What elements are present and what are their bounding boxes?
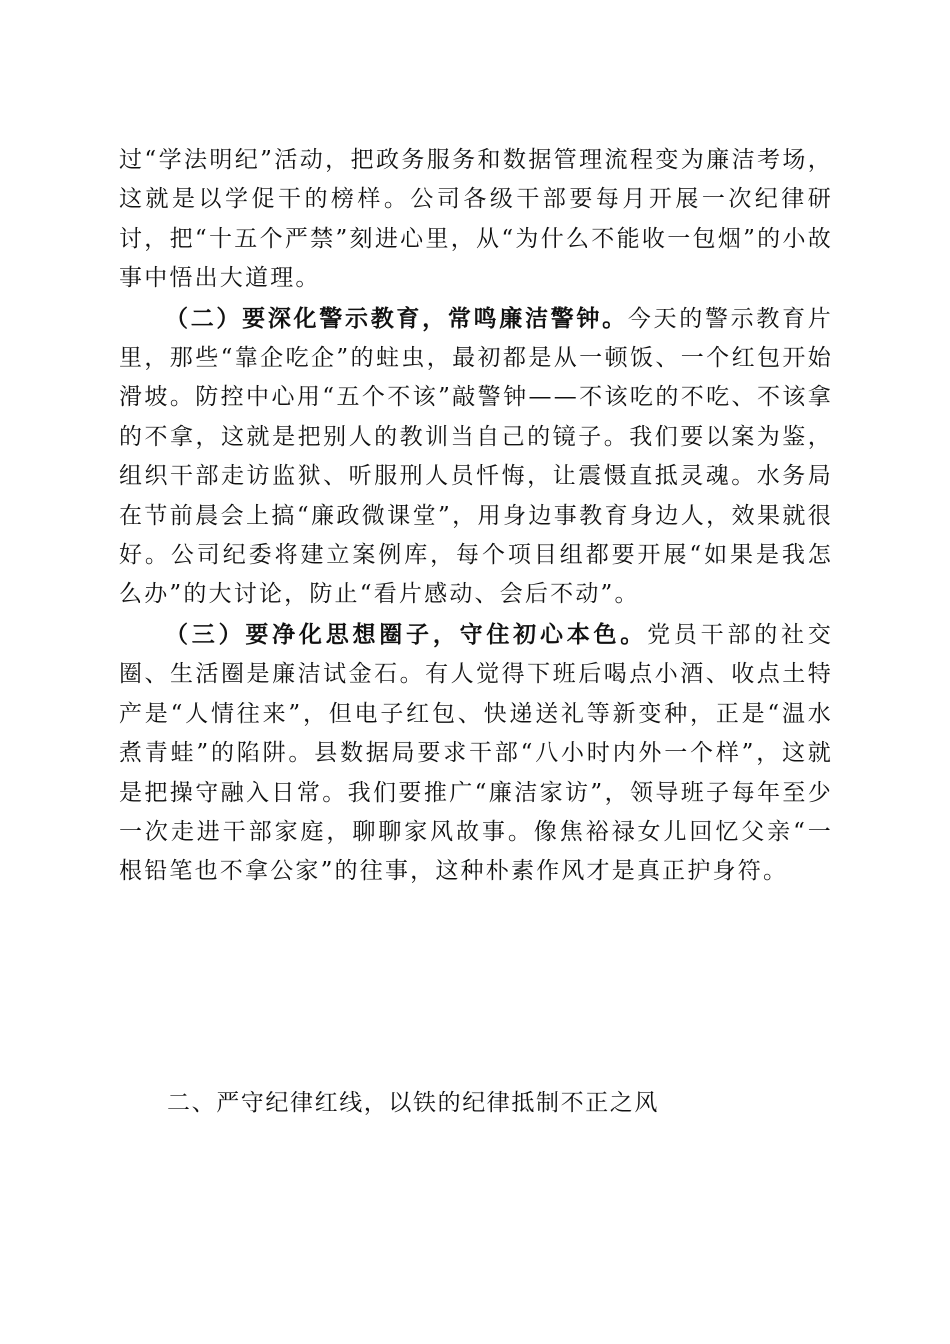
paragraph-text: 过“学法明纪”活动，把政务服务和数据管理流程变为廉洁考场，这就是以学促干的榜样。公司各级干部要每月开展一次纪律研讨，把“十五个严禁”刻进心里，从“为什么不能收一包烟”的小故事中悟出大道理。 (119, 147, 833, 292)
paragraph-text: 党员干部的社交圈、生活圈是廉洁试金石。有人觉得下班后喝点小酒、收点土特产是“人情往来”，但电子红包、快递送礼等新变种，正是“温水煮青蛙”的陷阱。县数据局要求干部“八小时内外一个样”，这就是把操守融入日常。我们要推广“廉洁家访”，领导班子每年至少一次走进干部家庭，聊聊家风故事。像焦裕禄女儿回忆父亲“一根铅笔也不拿公家”的往事，这种朴素作风才是真正护身符。 (119, 621, 833, 885)
paragraph-lead: （三）要净化思想圈子，守住初心本色。 (165, 620, 648, 648)
paragraph-text: 今天的警示教育片里，那些“靠企吃企”的蛀虫，最初都是从一顿饭、一个红包开始滑坡。防控中心用“五个不该”敲警钟——不该吃的不吃、不该拿的不拿，这就是把别人的教训当自己的镜子。我们要以案为鉴，组织干部走访监狱、听服刑人员忏悔，让震慑直抵灵魂。水务局在节前晨会上搞“廉政微课堂”，用身边事教育身边人，效果就很好。公司纪委将建立案例库，每个项目组都要开展“如果是我怎么办”的大讨论，防止“看片感动、会后不动”。 (119, 305, 833, 608)
document-body (119, 141, 833, 892)
paragraph-continuation (119, 141, 833, 299)
paragraph-lead: （二）要深化警示教育，常鸣廉洁警钟。 (165, 304, 628, 332)
section-heading: 二、严守纪律红线，以铁的纪律抵制不正之风 (167, 1090, 659, 1116)
paragraph-warning-education (119, 299, 833, 615)
paragraph-social-circle (119, 615, 833, 892)
